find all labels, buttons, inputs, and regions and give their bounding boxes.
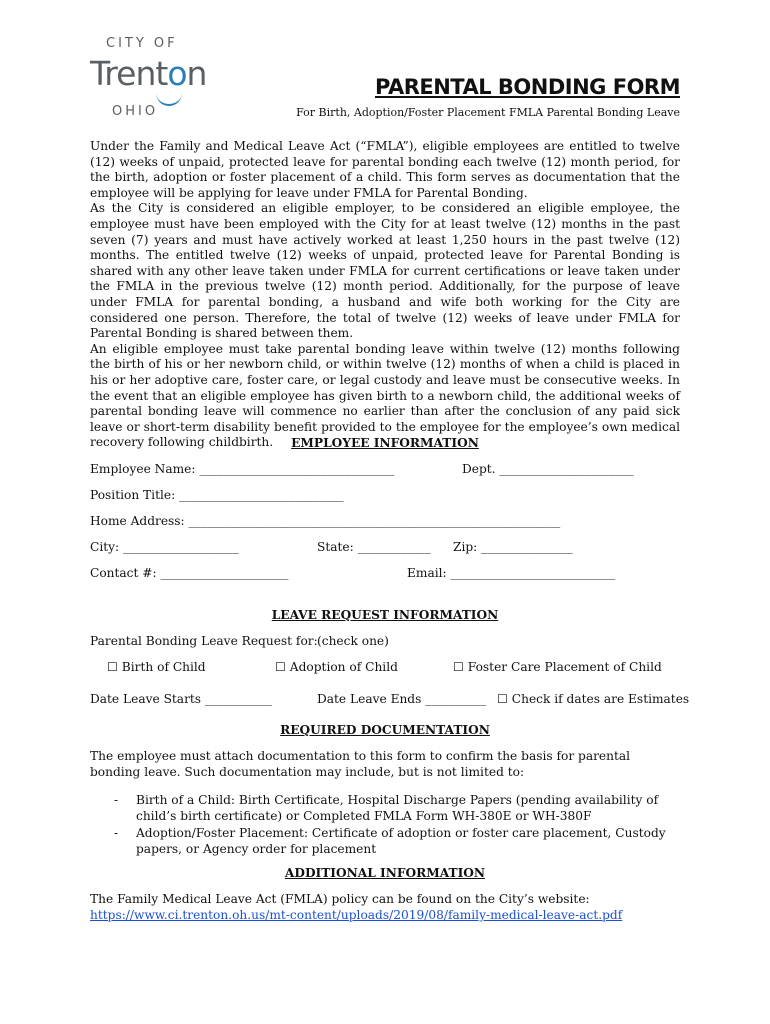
- leave-request-label: Parental Bonding Leave Request for:: [90, 634, 318, 648]
- birth-of-child-checkbox[interactable]: ☐ Birth of Child: [107, 660, 206, 674]
- foster-care-checkbox[interactable]: ☐ Foster Care Placement of Child: [453, 660, 662, 674]
- list-item: [90, 793, 682, 824]
- page-subtitle: For Birth, Adoption/Foster Placement FMLA Parental Bonding Leave: [296, 106, 680, 119]
- required-docs-intro: The employee must attach documentation to this form to confirm the basis for parental bonding leave. Such documentation may include, but is not limited to:: [90, 749, 631, 779]
- required-docs-list: [90, 793, 682, 859]
- logo-trenton: [90, 54, 206, 93]
- list-item: [90, 826, 682, 857]
- list-item-text: Adoption/Foster Placement: Certificate of adoption or foster care placement, Custody papers, or Agency order for placement: [136, 826, 666, 856]
- intro-text: [90, 139, 680, 451]
- position-title-field[interactable]: Position Title: ___________________________: [90, 488, 344, 502]
- required-docs-heading: REQUIRED DOCUMENTATION: [280, 723, 490, 737]
- state-field[interactable]: State: ____________: [317, 540, 431, 554]
- date-leave-starts-field[interactable]: Date Leave Starts ___________: [90, 692, 272, 706]
- logo-part: Tre: [90, 54, 136, 93]
- home-address-field[interactable]: Home Address: _____________________________________________________________: [90, 514, 561, 528]
- estimates-checkbox[interactable]: ☐ Check if dates are Estimates: [497, 692, 690, 706]
- zip-field[interactable]: Zip: _______________: [453, 540, 573, 554]
- logo-swoosh: [156, 90, 182, 106]
- logo-part: o: [167, 54, 187, 93]
- leave-request-heading: LEAVE REQUEST INFORMATION: [271, 608, 499, 622]
- list-dash: -: [114, 793, 119, 807]
- city-field[interactable]: City: ___________________: [90, 540, 239, 554]
- logo-part: t: [155, 54, 168, 93]
- logo-part: n: [135, 54, 156, 93]
- intro-paragraph-1: Under the Family and Medical Leave Act (“FMLA”), eligible employees are entitled to twelve (12) weeks of unpaid, protected leave for parental bonding each twelve (12) month period, for the birth, adoption or foster placement of a child. This form serves as documentation that the employee will be applying for leave under FMLA for Parental Bonding.: [90, 139, 680, 200]
- date-leave-ends-field[interactable]: Date Leave Ends __________: [317, 692, 487, 706]
- logo-ohio: OHIO: [112, 104, 159, 119]
- city-logo: [88, 36, 207, 124]
- adoption-of-child-checkbox[interactable]: ☐ Adoption of Child: [275, 660, 398, 674]
- fmla-policy-link[interactable]: https://www.ci.trenton.oh.us/mt-content/uploads/2019/08/family-medical-leave-act.pdf: [90, 908, 623, 922]
- list-item-text: Birth of a Child: Birth Certificate, Hospital Discharge Papers (pending availability of child’s birth certificate) or Completed FMLA Form WH-380E or WH-380F: [136, 793, 659, 823]
- intro-paragraph-2: As the City is considered an eligible employer, to be considered an eligible employee, the employee must have been employed with the City for at least twelve (12) months in the past seven (7) years and must have actively worked at least 1,250 hours in the past twelve (12) months. The entitled twelve (12) weeks of unpaid, protected leave for Parental Bonding is shared with any other leave taken under FMLA for current certifications or leave taken under the FMLA in the previous twelve (12) month period. Additionally, for the purpose of leave under FMLA for parental bonding, a husband and wife both working for the City are considered one person. Therefore, the total of twelve (12) weeks of leave under FMLA for Parental Bonding is shared between them.: [90, 201, 680, 341]
- email-field[interactable]: Email: ___________________________: [407, 566, 616, 580]
- logo-city-of: CITY OF: [106, 36, 178, 51]
- dept-field[interactable]: Dept. ______________________: [462, 462, 634, 476]
- logo-part: n: [186, 54, 207, 93]
- employee-name-field[interactable]: Employee Name: ________________________________: [90, 462, 395, 476]
- check-one-label: (check one): [317, 634, 389, 648]
- employee-info-heading: EMPLOYEE INFORMATION: [291, 436, 479, 450]
- contact-field[interactable]: Contact #: _____________________: [90, 566, 289, 580]
- intro-paragraph-3: An eligible employee must take parental bonding leave within twelve (12) months following the birth of his or her newborn child, or within twelve (12) months of when a child is placed in his or her adoptive care, foster care, or legal custody and leave must be consecutive weeks. In the event that an eligible employee has given birth to a newborn child, the additional weeks of parental bonding leave will commence no earlier than after the conclusion of any paid sick leave or short-term disability benefit provided to the employee for the employee’s own medical recovery following childbirth.: [90, 341, 680, 450]
- additional-info-text: The Family Medical Leave Act (FMLA) policy can be found on the City’s website:: [90, 892, 590, 906]
- page-title: PARENTAL BONDING FORM: [374, 75, 680, 99]
- additional-info-heading: ADDITIONAL INFORMATION: [284, 866, 486, 880]
- list-dash: -: [114, 826, 119, 841]
